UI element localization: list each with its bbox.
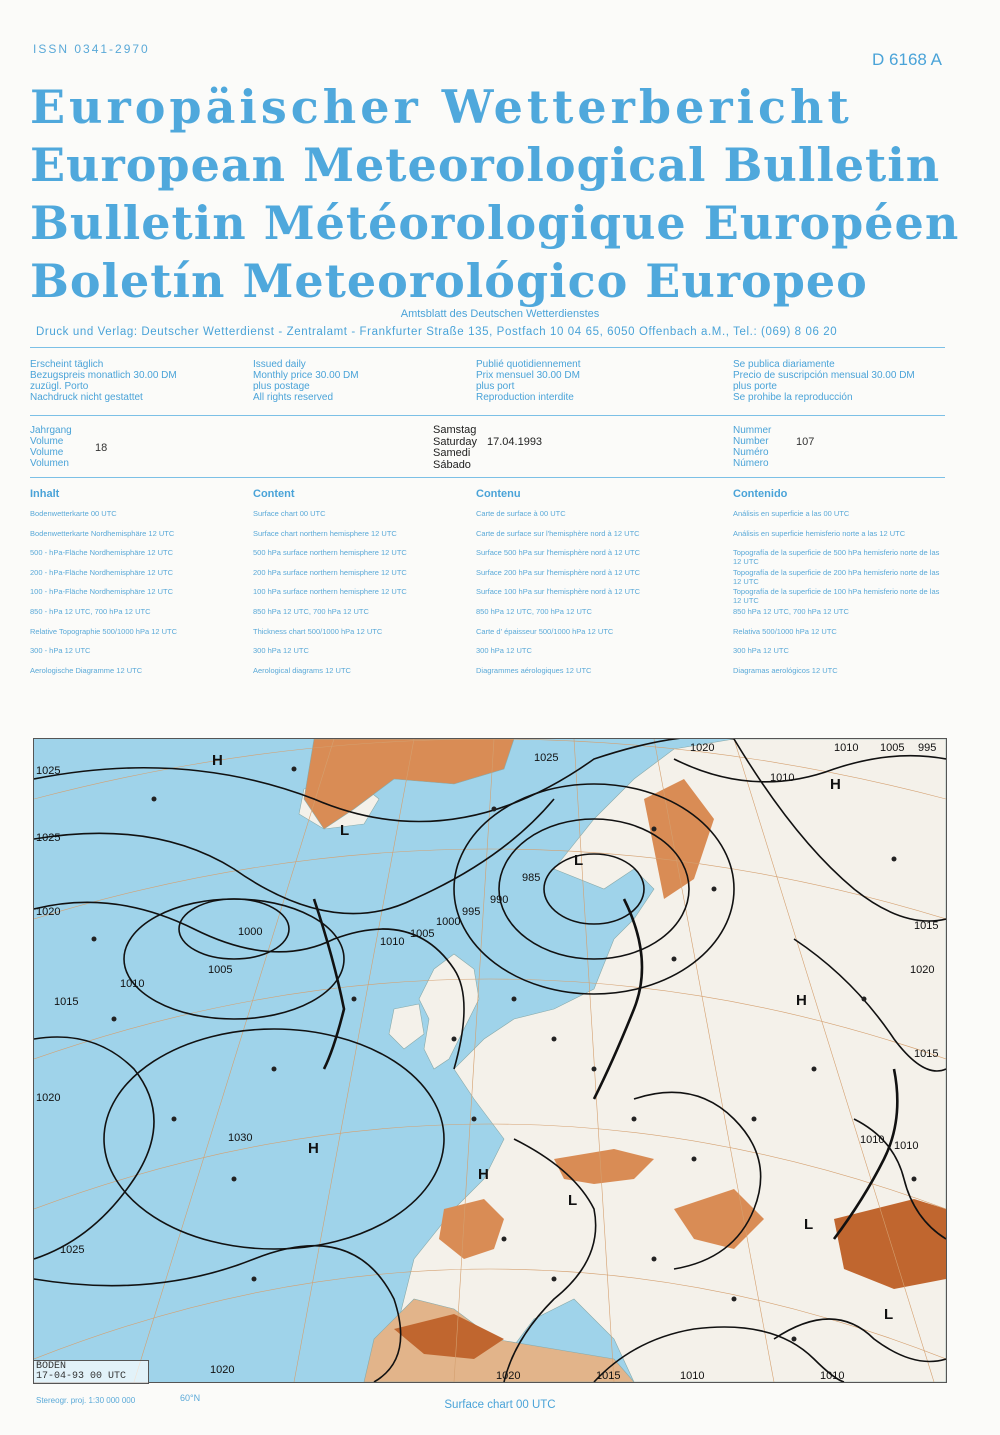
number-label: Número (733, 458, 769, 469)
number-labels (733, 425, 771, 469)
contents-english (253, 488, 407, 685)
isobar-label: 1015 (914, 1048, 939, 1060)
document-number: D 6168 A (872, 50, 942, 69)
isobar-label: 1015 (914, 920, 939, 932)
info-line: Se publica diariamente (733, 359, 835, 370)
isobar-label: 1000 (238, 926, 263, 938)
contents-item: Thickness chart 500/1000 hPa 12 UTC (253, 626, 383, 636)
volume-labels (30, 425, 72, 469)
contents-item: Bodenwetterkarte Nordhemisphäre 12 UTC (30, 528, 175, 538)
isobar-label: 1025 (36, 832, 61, 844)
contents-item: Surface chart 00 UTC (253, 509, 326, 518)
contents-item: 100 - hPa-Fläche Nordhemisphäre 12 UTC (30, 587, 173, 597)
contents-item: Surface 500 hPa sur l'hemisphère nord à 12 UTC (476, 548, 641, 558)
isobar-label: 1010 (120, 978, 145, 990)
low-center: L (574, 852, 584, 869)
amtsblatt-line: Amtsblatt des Deutschen Wetterdienstes (400, 308, 600, 320)
issn-label: ISSN 0341-2970 (33, 42, 150, 56)
isobar-label: 985 (522, 872, 541, 884)
contents-item: Carte de surface à 00 UTC (476, 509, 566, 518)
divider (30, 415, 945, 416)
info-line: plus porte (733, 381, 777, 392)
isobar-label: 1030 (228, 1132, 253, 1144)
info-spanish (733, 359, 915, 403)
contents-item: Relativa 500/1000 hPa 12 UTC (733, 626, 837, 636)
title-spanish: Boletín Meteorológico Europeo (30, 254, 868, 308)
weekday-label: Sábado (433, 458, 471, 471)
divider (30, 477, 945, 478)
contents-spanish (733, 488, 943, 685)
title-english: European Meteorological Bulletin (30, 138, 941, 192)
isobar-label: 1010 (380, 936, 405, 948)
contents-heading: Contenido (733, 488, 788, 500)
surface-weather-map (33, 738, 947, 1383)
info-line: All rights reserved (253, 392, 334, 403)
contents-item: Surface 200 hPa sur l'hemisphère nord à 12 UTC (476, 567, 641, 577)
projection-note: Stereogr. proj. 1:30 000 000 (36, 1396, 136, 1405)
high-center: H (830, 776, 841, 793)
stamp-label: BODEN (36, 1361, 67, 1372)
weekday-label: Samedi (433, 447, 471, 459)
info-english (253, 359, 359, 403)
volume-label: Volume (30, 436, 64, 447)
map-canvas (34, 739, 946, 1382)
weekday-label: Samstag (433, 424, 477, 436)
contents-item: Carte d' épaisseur 500/1000 hPa 12 UTC (476, 626, 614, 636)
contents-item: 200 hPa surface northern hemisphere 12 UTC (253, 567, 407, 577)
high-center: H (308, 1140, 319, 1157)
contents-german (30, 488, 177, 685)
high-center: H (212, 752, 223, 769)
contents-french (476, 488, 640, 685)
info-line: plus postage (253, 381, 310, 392)
contents-item: Diagrammes aérologiques 12 UTC (476, 665, 592, 675)
issue-date: 17.04.1993 (487, 436, 543, 448)
info-line: plus port (476, 381, 515, 392)
low-center: L (340, 822, 350, 839)
contents-item: 300 hPa 12 UTC (476, 646, 532, 656)
high-center: H (796, 992, 807, 1009)
volume-label: Jahrgang (30, 425, 72, 436)
issue-number: 107 (796, 436, 815, 448)
contents-item: 500 - hPa-Fläche Nordhemisphäre 12 UTC (30, 548, 173, 558)
contents-item: Análisis en superficie a las 00 UTC (733, 509, 850, 518)
info-line: Nachdruck nicht gestattet (30, 392, 143, 403)
contents-item: Diagramas aerológicos 12 UTC (733, 665, 838, 675)
isobar-label: 995 (462, 906, 481, 918)
publisher-line: Druck und Verlag: Deutscher Wetterdienst - Zentralamt - Frankfurter Straße 135, Postfach 10 04 65, 6050 Offenbach a.M., Tel.: (069) 8 06 20 (36, 326, 838, 338)
contents-item: Surface 100 hPa sur l'hemisphère nord à 12 UTC (476, 587, 641, 597)
isobar-label: 1005 (208, 964, 233, 976)
isobar-label: 1025 (36, 765, 61, 777)
isobar-label: 1020 (910, 964, 935, 976)
contents-item: Topografía de la superficie de 100 hPa hemisferio norte de las 12 UTC (733, 587, 940, 606)
contents-item: Aerologische Diagramme 12 UTC (30, 665, 143, 675)
info-french (476, 359, 581, 403)
contents-item: 500 hPa surface northern hemisphere 12 UTC (253, 548, 407, 558)
isobar-label: 1010 (770, 772, 795, 784)
isobar-label: 1025 (60, 1244, 85, 1256)
title-block (30, 78, 960, 310)
info-german (30, 359, 177, 403)
info-line: Se prohibe la reproducción (733, 392, 853, 403)
isobar-label: 1010 (860, 1134, 885, 1146)
number-label: Numéro (733, 447, 769, 458)
contents-item: Análisis en superficie hemisferio norte a las 12 UTC (733, 528, 906, 538)
contents-item: Relative Topographie 500/1000 hPa 12 UTC (30, 626, 178, 636)
map-timestamp-stamp (33, 1360, 149, 1384)
weekday-labels (433, 425, 477, 471)
contents-item: Carte de surface sur l'hemisphère nord à 12 UTC (476, 528, 640, 538)
volume-label: Volumen (30, 458, 69, 469)
number-label: Number (733, 436, 769, 447)
isobar-label: 1020 (496, 1370, 521, 1382)
isobar-label: 995 (918, 742, 937, 754)
contents-item: Bodenwetterkarte 00 UTC (30, 509, 117, 518)
contents-heading: Contenu (476, 488, 521, 500)
isobar-label: 1020 (36, 1092, 61, 1104)
contents-item: Surface chart northern hemisphere 12 UTC (253, 528, 397, 538)
volume-label: Volume (30, 447, 64, 458)
latitude-note: 60°N (180, 1393, 201, 1403)
contents-item: Aerological diagrams 12 UTC (253, 665, 351, 675)
contents-item: 850 hPa 12 UTC, 700 hPa 12 UTC (253, 606, 369, 616)
number-label: Nummer (733, 425, 772, 436)
isobar-label: 1020 (36, 906, 61, 918)
contents-item: Topografía de la superficie de 500 hPa hemisferio norte de las 12 UTC (733, 548, 940, 567)
low-center: L (884, 1306, 894, 1323)
isobar-label: 1010 (894, 1140, 919, 1152)
isobar-label: 1005 (880, 742, 905, 754)
info-line: Publié quotidiennement (476, 359, 581, 370)
isobar-label: 1015 (54, 996, 79, 1008)
contents-item: 850 hPa 12 UTC, 700 hPa 12 UTC (733, 606, 849, 616)
weekday-label: Saturday (433, 435, 478, 448)
contents-item: 300 - hPa 12 UTC (30, 646, 91, 656)
contents-item: 200 - hPa-Fläche Nordhemisphäre 12 UTC (30, 567, 173, 577)
contents-item: 300 hPa 12 UTC (733, 646, 789, 656)
contents-item: 850 - hPa 12 UTC, 700 hPa 12 UTC (30, 606, 151, 616)
info-line: Erscheint täglich (30, 359, 104, 370)
contents-item: 300 hPa 12 UTC (253, 646, 309, 656)
low-center: L (568, 1192, 578, 1209)
title-french: Bulletin Météorologique Européen (30, 196, 960, 250)
isobar-label: 1005 (410, 928, 435, 940)
contents-item: 100 hPa surface northern hemisphere 12 UTC (253, 587, 407, 597)
isobar-label: 1000 (436, 916, 461, 928)
map-caption: Surface chart 00 UTC (444, 1399, 556, 1411)
info-line: zuzügl. Porto (30, 381, 89, 392)
contents-item: Topografía de la superficie de 200 hPa hemisferio norte de las 12 UTC (733, 567, 940, 586)
info-line: Monthly price 30.00 DM (253, 370, 359, 381)
contents-heading: Inhalt (30, 488, 60, 500)
contents-item: 850 hPa 12 UTC, 700 hPa 12 UTC (476, 606, 592, 616)
isobar-label: 1010 (680, 1370, 705, 1382)
contents-heading: Content (253, 488, 295, 500)
isobar-label: 1020 (690, 742, 715, 754)
divider (30, 347, 945, 348)
isobar-label: 1010 (834, 742, 859, 754)
title-german: Europäischer Wetterbericht (30, 80, 853, 134)
info-line: Issued daily (253, 359, 306, 370)
high-center: H (478, 1166, 489, 1183)
stamp-datetime: 17-04-93 00 UTC (36, 1371, 127, 1382)
info-line: Bezugspreis monatlich 30.00 DM (30, 370, 177, 381)
info-line: Prix mensuel 30.00 DM (476, 370, 580, 381)
isobar-label: 1025 (534, 752, 559, 764)
info-line: Precio de suscripción mensual 30.00 DM (733, 370, 915, 381)
info-line: Reproduction interdite (476, 392, 574, 403)
volume-value: 18 (95, 442, 108, 454)
isobar-label: 1020 (210, 1364, 235, 1376)
isobar-label: 1010 (820, 1370, 845, 1382)
isobar-label: 1015 (596, 1370, 621, 1382)
low-center: L (804, 1216, 814, 1233)
isobar-label: 990 (490, 894, 509, 906)
